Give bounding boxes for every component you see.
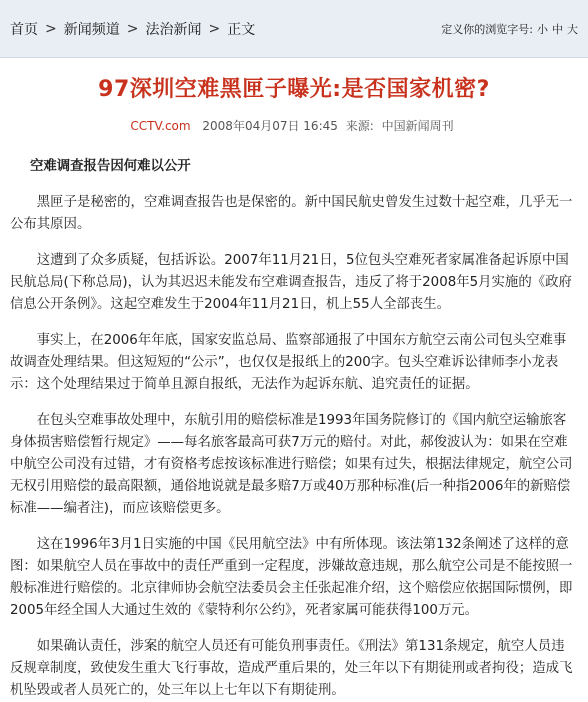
article-paragraph: 黑匣子是秘密的，空难调查报告也是保密的。新中国民航史曾发生过数十起空难，几乎无一公布其原因。 bbox=[10, 195, 573, 232]
source-brand: CCTV.com bbox=[130, 119, 191, 133]
breadcrumb-separator: > bbox=[208, 20, 221, 37]
font-size-label: 定义你的浏览字号: bbox=[441, 22, 533, 36]
font-size-large-option[interactable]: 大 bbox=[567, 22, 578, 36]
publish-date: 2008年04月07日 16:45 bbox=[202, 119, 338, 133]
article-body bbox=[0, 156, 588, 702]
article-paragraph: 这在1996年3月1日实施的中国《民用航空法》中有所体现。该法第132条阐述了这样的意图：如果航空人员在事故中的责任严重到一定程度，涉嫌故意违规，那么航空公司是不能按照一般标准进行赔偿的。北京律师协会航空法委员会主任张起准介绍，这个赔偿应依据国际惯例，即2005年经全国人大通过生效的《蒙特利尔公约》，死者家属可能获得100万元。 bbox=[10, 537, 573, 618]
article-title: 97深圳空难黑匣子曝光:是否国家机密? bbox=[98, 77, 490, 102]
breadcrumb-separator: > bbox=[126, 20, 139, 37]
source-label: 来源: bbox=[345, 119, 374, 133]
font-size-small-option[interactable]: 小 bbox=[537, 22, 548, 36]
breadcrumb-separator: > bbox=[45, 20, 57, 37]
article-paragraph: 如果确认责任，涉案的航空人员还有可能负刑事责任。《刑法》第131条规定，航空人员违反规章制度，致使发生重大飞行事故，造成严重后果的，处三年以下有期徒刑或者拘役；造成飞机坠毁或者人员死亡的，处三年以上七年以下有期徒刑。 bbox=[10, 639, 573, 698]
breadcrumb-home-link[interactable]: 首页 bbox=[10, 21, 38, 38]
article-subheading: 空难调查报告因何难以公开 bbox=[30, 159, 191, 174]
article-paragraph: 事实上，在2006年年底，国家安监总局、监察部通报了中国东方航空云南公司包头空难事故调查处理结果。但这短短的“公示”，也仅仅是报纸上的200字。包头空难诉讼律师李小龙表示：这个处理结果过于简单且源自报纸，无法作为起诉东航、追究责任的证据。 bbox=[10, 333, 567, 392]
article-paragraph: 这遭到了众多质疑，包括诉讼。2007年11月21日，5位包头空难死者家属准备起诉原中国民航总局(下称总局)，认为其迟迟未能发布空难调查报告，违反了将于2008年5月实施的《政府信息公开条例》。这起空难发生于2004年11月21日，机上55人全部丧生。 bbox=[10, 253, 572, 312]
font-size-selector bbox=[441, 21, 578, 37]
article-meta bbox=[0, 117, 588, 134]
source-name: 中国新闻周刊 bbox=[381, 119, 454, 133]
article-paragraph: 在包头空难事故处理中，东航引用的赔偿标准是1993年国务院修订的《国内航空运输旅客身体损害赔偿暂行规定》——每名旅客最高可获7万元的赔付。对此，郝俊波认为：如果在空难中航空公司没有过错，才有资格考虑按该标准进行赔偿；如果有过失，根据法律规定，航空公司无权引用赔偿的最高限额，通俗地说就是最多赔7万或40万那种标准(后一种指2006年的新赔偿标准——编者注)，而应该赔偿更多。 bbox=[10, 413, 573, 516]
breadcrumb-legal-news-link[interactable]: 法治新闻 bbox=[145, 21, 202, 38]
top-navigation-bar bbox=[0, 0, 588, 58]
breadcrumb-news-channel-link[interactable]: 新闻频道 bbox=[63, 21, 120, 38]
breadcrumb bbox=[10, 19, 255, 39]
font-size-medium-option[interactable]: 中 bbox=[552, 22, 563, 36]
breadcrumb-current: 正文 bbox=[227, 21, 256, 38]
